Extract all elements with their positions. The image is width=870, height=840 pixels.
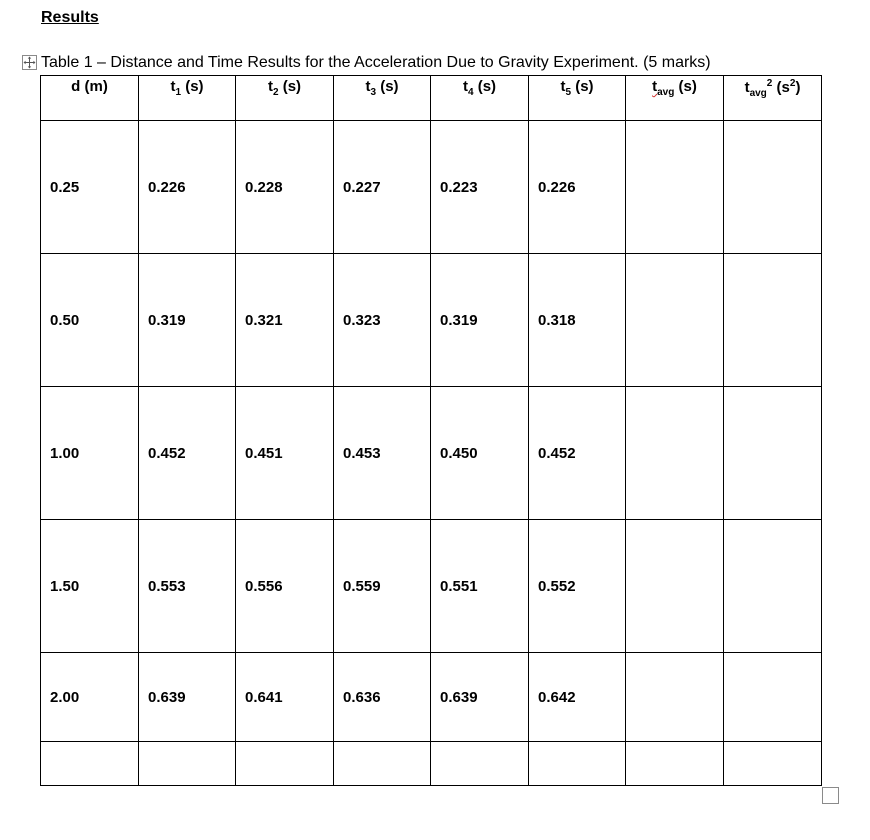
cell-distance[interactable]: 1.00 [41, 387, 139, 520]
table-row-empty [41, 742, 822, 786]
move-arrows-icon [23, 56, 36, 69]
cell-empty[interactable] [724, 742, 822, 786]
cell-t2[interactable]: 0.556 [236, 520, 334, 653]
cell-t1[interactable]: 0.553 [139, 520, 236, 653]
cell-t2[interactable]: 0.641 [236, 653, 334, 742]
cell-t5[interactable]: 0.452 [529, 387, 626, 520]
cell-tavg[interactable] [626, 387, 724, 520]
cell-t4[interactable]: 0.223 [431, 121, 529, 254]
cell-tavg[interactable] [626, 254, 724, 387]
cell-t3[interactable]: 0.453 [334, 387, 431, 520]
cell-t5[interactable]: 0.226 [529, 121, 626, 254]
cell-t1[interactable]: 0.319 [139, 254, 236, 387]
cell-empty[interactable] [41, 742, 139, 786]
cell-tavg-squared[interactable] [724, 387, 822, 520]
header-t4: $t_4$ (s) [431, 76, 529, 121]
cell-empty[interactable] [334, 742, 431, 786]
cell-tavg-squared[interactable] [724, 254, 822, 387]
cell-t5[interactable]: 0.642 [529, 653, 626, 742]
cell-tavg[interactable] [626, 653, 724, 742]
header-distance: d (m) [41, 76, 139, 121]
header-t3: $t_3$ (s) [334, 76, 431, 121]
table-row [41, 387, 822, 520]
cell-empty[interactable] [139, 742, 236, 786]
header-row [41, 76, 822, 121]
table-row [41, 520, 822, 653]
table-row [41, 121, 822, 254]
table-row [41, 653, 822, 742]
cell-t5[interactable]: 0.552 [529, 520, 626, 653]
cell-t2[interactable]: 0.321 [236, 254, 334, 387]
cell-distance[interactable]: 1.50 [41, 520, 139, 653]
cell-t1[interactable]: 0.639 [139, 653, 236, 742]
cell-distance[interactable]: 2.00 [41, 653, 139, 742]
cell-tavg[interactable] [626, 520, 724, 653]
table-caption: Table 1 – Distance and Time Results for the Acceleration Due to Gravity Experiment. (5 marks) [41, 54, 711, 71]
cell-tavg-squared[interactable] [724, 121, 822, 254]
cell-distance[interactable]: 0.50 [41, 254, 139, 387]
cell-empty[interactable] [529, 742, 626, 786]
cell-t4[interactable]: 0.639 [431, 653, 529, 742]
resize-square-icon[interactable] [822, 787, 839, 804]
header-t2: $t_2$ (s) [236, 76, 334, 121]
header-tavg: $t_{avg}$ (s) [626, 76, 724, 121]
cell-t4[interactable]: 0.450 [431, 387, 529, 520]
cell-t1[interactable]: 0.452 [139, 387, 236, 520]
cell-t3[interactable]: 0.323 [334, 254, 431, 387]
cell-distance[interactable]: 0.25 [41, 121, 139, 254]
table-row [41, 254, 822, 387]
cell-t3[interactable]: 0.559 [334, 520, 431, 653]
table-move-handle[interactable] [22, 55, 37, 70]
cell-t4[interactable]: 0.319 [431, 254, 529, 387]
cell-tavg-squared[interactable] [724, 653, 822, 742]
cell-empty[interactable] [626, 742, 724, 786]
cell-empty[interactable] [236, 742, 334, 786]
cell-t5[interactable]: 0.318 [529, 254, 626, 387]
cell-t4[interactable]: 0.551 [431, 520, 529, 653]
cell-empty[interactable] [431, 742, 529, 786]
cell-tavg[interactable] [626, 121, 724, 254]
cell-t1[interactable]: 0.226 [139, 121, 236, 254]
header-t5: $t_5$ (s) [529, 76, 626, 121]
cell-t2[interactable]: 0.228 [236, 121, 334, 254]
cell-t2[interactable]: 0.451 [236, 387, 334, 520]
cell-t3[interactable]: 0.227 [334, 121, 431, 254]
results-table [40, 75, 822, 786]
section-heading: Results [41, 9, 99, 26]
cell-t3[interactable]: 0.636 [334, 653, 431, 742]
cell-tavg-squared[interactable] [724, 520, 822, 653]
header-tavg-squared: $t_{avg}^2$ $(s^2)$ [724, 76, 822, 121]
header-t1: $t_1$ (s) [139, 76, 236, 121]
